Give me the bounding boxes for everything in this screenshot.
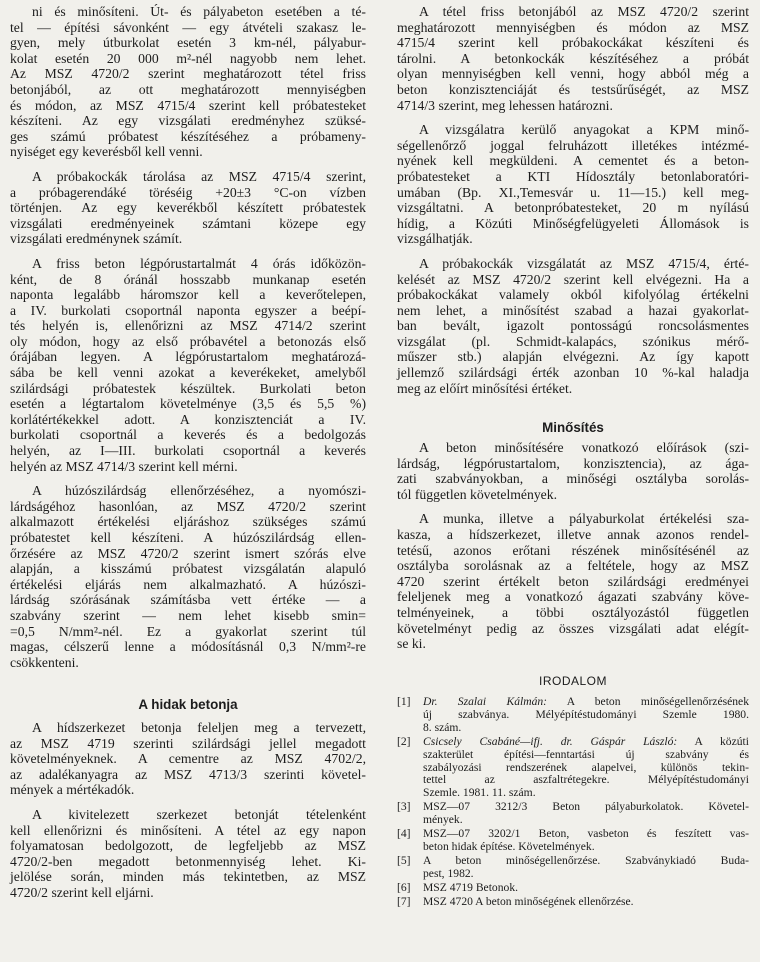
text-line: hídig, a Közúti Minőségfelügyeleti Állomások is — [397, 215, 749, 231]
text-line: sába be kell venni azokat a keverékeket, amelyből — [10, 365, 366, 381]
text-line: ként, de 8 óránál hosszabb munkanap esetén — [10, 271, 366, 287]
text-line: A tétel friss betonjából az MSZ 4720/2 szerint — [419, 4, 749, 19]
reference-item — [397, 828, 749, 854]
text-line: vizsgáltatni. A betonpróbatesteket, 20 m nyílású — [397, 200, 749, 216]
text-line: A húzószilárdság ellenőrzéséhez, a nyomószi- — [32, 483, 366, 499]
text-line: 4720/2-ben megadott betonmennyiség lehet. Ki- — [10, 853, 366, 869]
reference-line: Csicsely Csabáné—ifj. dr. Gáspár László: A közúti — [423, 734, 749, 748]
paragraph — [397, 440, 749, 502]
text-line: a IV. burkolati csoportnál naponta egyszer a beépí- — [10, 302, 366, 318]
text-line: szilárdsági próbatestek készültek. Burkolati beton — [10, 380, 366, 396]
text-line: nyének kell megküldeni. A cementet és a beton- — [397, 153, 749, 169]
text-line: A vizsgálatra kerülő anyagokat a KPM minő- — [419, 122, 749, 138]
text-line: vizsgálati eredménynek számít. — [10, 231, 183, 247]
text-line: Az MSZ 4720/2 szerint meghatározott tétel friss — [10, 66, 366, 82]
paragraph — [10, 169, 366, 247]
text-line: umában (Bp. XI.,Temesvár u. 11—15.) kell meg- — [397, 184, 749, 200]
text-line: és módon, az MSZ 4715/4 szerint kell próbatesteket — [10, 97, 366, 113]
references-list — [397, 696, 749, 910]
reference-line: MSZ 4719 Betonok. — [423, 880, 519, 894]
text-line: lárdságéhoz hasonlóan, az MSZ 4720/2 szerint — [10, 498, 366, 514]
text-line: 4714/3 szerint, meg lehessen határozni. — [397, 97, 613, 113]
text-line: a próbagerendáké töréséig +20±3 °C-on vízben — [10, 184, 366, 200]
paragraph — [397, 511, 749, 651]
text-line: kell ellenőrizni és minősíteni. A tétel az egy napon — [10, 822, 366, 838]
text-line: 4720 szerint értékelt beton szilárdsági eredményei — [397, 573, 749, 589]
section-title-bridges: A hidak betonja — [138, 697, 238, 712]
reference-line: Szemle. 1981. 11. szám. — [423, 786, 536, 800]
text-line: mények a mértékadók. — [10, 782, 135, 798]
text-line: szabvány szerint — nem lehet kisebb smin= — [10, 607, 366, 623]
text-line: értékelési eljárás nem alkalmazható. A húzószi- — [10, 576, 366, 592]
reference-line: MSZ 4720 A beton minőségének ellenőrzése. — [423, 894, 634, 908]
text-line: korlátértékekkel adott. A konzisztenciát a IV. — [10, 411, 366, 427]
text-line: jellemző szilárdsági érték azonban 10 %-kal haladja — [397, 365, 749, 381]
text-line: magas, célszerű lenne a módosításnál 0,3 N/mm²-re — [10, 639, 366, 655]
reference-line: mények. — [423, 813, 463, 827]
paragraph — [10, 483, 366, 670]
text-line: követelményt pedig az összes vizsgálati adat elégít- — [397, 620, 749, 636]
reference-line: pest, 1982. — [423, 866, 474, 880]
text-line: ges számú próbatest készítéséhez a próbameny- — [10, 128, 366, 144]
text-line: tetésű, azonos erőtani részének minősítésénél az — [397, 542, 749, 558]
left-text-block-2 — [10, 720, 366, 910]
text-line: lárdság, légpórustartalom, konzisztencia), az ága- — [397, 455, 749, 471]
text-line: alkalmazott értékelési eljáráshoz szükséges számú — [10, 514, 366, 530]
text-line: ségellenőrző joggal felruházott illetékes intézmé- — [397, 137, 749, 153]
reference-number: [6] — [397, 880, 411, 894]
text-line: A beton minősítésére vonatkozó előírások (szi- — [419, 440, 749, 455]
text-line: tárolni. A betonkockák készítéséhez a próbát — [397, 50, 749, 66]
reference-number: [3] — [397, 800, 411, 814]
paragraph — [10, 720, 366, 798]
text-line: helyén, az I—III. burkolati csoportnál a keverés — [10, 443, 366, 459]
text-line: osztályba sorolásnak az a feltétele, hogy az MSZ — [397, 558, 749, 574]
reference-line: tettel az aszfaltrétegekre. Mélyépítéstudományi — [423, 773, 749, 787]
paragraph — [397, 4, 749, 113]
text-line: próbatesteket a KTI Hídosztály betonlaboratóri- — [397, 168, 749, 184]
text-line: A próbakockák tárolása az MSZ 4715/4 szerint, — [32, 168, 366, 184]
paragraph — [10, 256, 366, 474]
paragraph — [10, 807, 366, 901]
text-line: se ki. — [397, 636, 426, 652]
text-line: kasza, a hídszerkezet, illetve annak azonos rendel- — [397, 526, 749, 542]
reference-author: Csicsely Csabáné—ifj. dr. Gáspár László: — [423, 734, 678, 748]
reference-item — [397, 896, 749, 909]
text-line: követelményeknek. A cementre az MSZ 4702/2, — [10, 751, 366, 767]
text-line: folyamatosan bedolgozott, de legfeljebb az MSZ — [10, 838, 366, 854]
text-line: tól független követelmények. — [397, 486, 558, 502]
paragraph — [10, 4, 366, 160]
text-line: oly módon, hogy az első próbavétel a betonozás első — [10, 333, 366, 349]
reference-line: A beton minőségellenőrzése. Szabványkiadó Buda- — [423, 853, 749, 867]
text-line: őrzésére az MSZ 4720/2 szerint ismert szórás elve — [10, 545, 366, 561]
text-line: nem lehet, a minősítést szabad a hazai gyakorlat- — [397, 302, 749, 318]
reference-number: [7] — [397, 894, 411, 908]
reference-line: Dr. Szalai Kálmán: A beton minőségellenőrzésének — [423, 695, 749, 708]
reference-line: beton hidak építése. Követelmények. — [423, 839, 595, 853]
text-line: műszer stb.) alapján elvégezni. Az így kapott — [397, 349, 749, 365]
text-line: ni és minősíteni. Út- és pályabeton esetében a té- — [32, 4, 366, 19]
reference-line: új szabványa. Mélyépítéstudományi Szemle 1980. — [423, 707, 749, 721]
reference-item — [397, 736, 749, 801]
right-text-block-2 — [397, 440, 749, 661]
right-text-block-1 — [397, 4, 749, 396]
text-line: készíteni. Az egy vizsgálati eredményhez szüksé- — [10, 113, 366, 129]
reference-item — [397, 801, 749, 827]
reference-item — [397, 855, 749, 881]
text-line: ban bevált, igazolt pontosságú roncsolásmentes — [397, 318, 749, 334]
text-line: meghatározott mennyiségben és módon az MSZ — [397, 19, 749, 35]
text-line: meg az előírt minősítési értéket. — [397, 380, 573, 396]
text-line: zati szabványokban, a minőségi osztályba sorolás- — [397, 471, 749, 487]
text-line: kolat esetén 20 000 m²-nél nagyobb nem lehet. — [10, 50, 366, 66]
text-line: =0,5 N/mm²-nél. Ez a gyakorlat szerint túl — [10, 623, 366, 639]
text-line: helyén az MSZ 4714/3 szerint kell mérni. — [10, 458, 238, 474]
reference-line: MSZ—07 3202/1 Beton, vasbeton és feszített vas- — [423, 827, 749, 841]
reference-item — [397, 696, 749, 735]
text-line: naponta legalább háromszor kell a keverőtelepen, — [10, 287, 366, 303]
text-line: gyen, mely útburkolat esetén 3 km-nél, pályabur- — [10, 35, 366, 51]
left-text-block-1 — [10, 4, 366, 670]
reference-number: [2] — [397, 734, 411, 748]
text-line: lárdság szórásának számításba vett értéke — a — [10, 592, 366, 608]
paragraph — [397, 122, 749, 247]
text-line: az adalékanyagra az MSZ 4713/3 szerinti követel- — [10, 766, 366, 782]
text-line: A kivitelezett szerkezet betonját tételenként — [32, 806, 366, 822]
reference-number: [1] — [397, 695, 411, 708]
text-line: feleljenek meg a vonatkozó ágazati szabvány köve- — [397, 589, 749, 605]
text-line: A hídszerkezet betonja feleljen meg a tervezett, — [32, 720, 366, 735]
text-line: 4715/4 szerint kell próbakockákat készíteni és — [397, 35, 749, 51]
text-line: jelölése során, minden más tekintetben, az MSZ — [10, 869, 366, 885]
text-line: tés helyén is, ellenőrizni az MSZ 4714/2 szerint — [10, 318, 366, 334]
text-line: A próbakockák vizsgálatát az MSZ 4715/4, érté- — [419, 255, 749, 271]
text-line: csökkenteni. — [10, 654, 79, 670]
right-column — [397, 4, 749, 908]
reference-number: [5] — [397, 853, 411, 867]
reference-item — [397, 882, 749, 895]
text-line: esetén a légtartalom követelménye (3,5 és 5,5 %) — [10, 396, 366, 412]
text-line: tel — építési sávonként — egy átvételi szakasz le- — [10, 19, 366, 35]
reference-line: 8. szám. — [423, 720, 462, 734]
text-line: alapján, a kisszámú próbatest vizsgálatán alapuló — [10, 561, 366, 577]
reference-author: Dr. Szalai Kálmán: — [423, 695, 548, 708]
reference-line: szakterület építési—fenntartási új szabvány és — [423, 747, 749, 761]
text-line: próbakockákat valamely okból kifolyólag értékelni — [397, 287, 749, 303]
text-line: 4720/2 szerint kell eljárni. — [10, 884, 154, 900]
text-line: A friss beton légpórustartalmát 4 órás időközön- — [32, 255, 366, 271]
text-line: vizsgálat (pl. Schmidt-kalapács, szónikus mérő- — [397, 333, 749, 349]
text-line: A munka, illetve a pályaburkolat értékelési sza- — [419, 511, 749, 527]
left-column — [10, 4, 366, 900]
text-line: kelését az MSZ 4720/2 szerint kell elvégezni. Ha a — [397, 271, 749, 287]
text-line: nyiséget egy keverésből kell venni. — [10, 144, 203, 160]
section-title-qualification: Minősítés — [542, 420, 604, 435]
text-line: órájában legyen. A légpórustartalom meghatározá- — [10, 349, 366, 365]
reference-line: MSZ—07 3212/3 Beton pályaburkolatok. Követel- — [423, 800, 749, 814]
text-line: vizsgálhatják. — [397, 231, 473, 247]
text-line: próbatestet kell készíteni. A húzószilárdság ellen- — [10, 530, 366, 545]
text-line: az MSZ 4719 szerinti szilárdsági jellel megadott — [10, 735, 366, 751]
references-title: IRODALOM — [538, 674, 607, 688]
reference-number: [4] — [397, 827, 411, 841]
text-line: betonjából, az ott meghatározott mennyiségben — [10, 81, 366, 97]
text-line: vizsgálati eredményeinek számtani közepe egy — [10, 215, 366, 231]
text-line: beton konzisztenciáját és testsűrűségét, az MSZ — [397, 81, 749, 97]
paragraph — [397, 256, 749, 396]
text-line: olyan mennyiségben kell venni, hogy abból még a — [397, 66, 749, 82]
text-line: történjen. Az egy keverékből készített próbatestek — [10, 200, 366, 216]
text-line: telményeinek, a többi osztályozástól független — [397, 604, 749, 620]
text-line: burkolati csoportnál a keverés és a bedolgozás — [10, 427, 366, 443]
reference-line: szabályozási rendszerének alapelvei, különös tekin- — [423, 760, 749, 774]
